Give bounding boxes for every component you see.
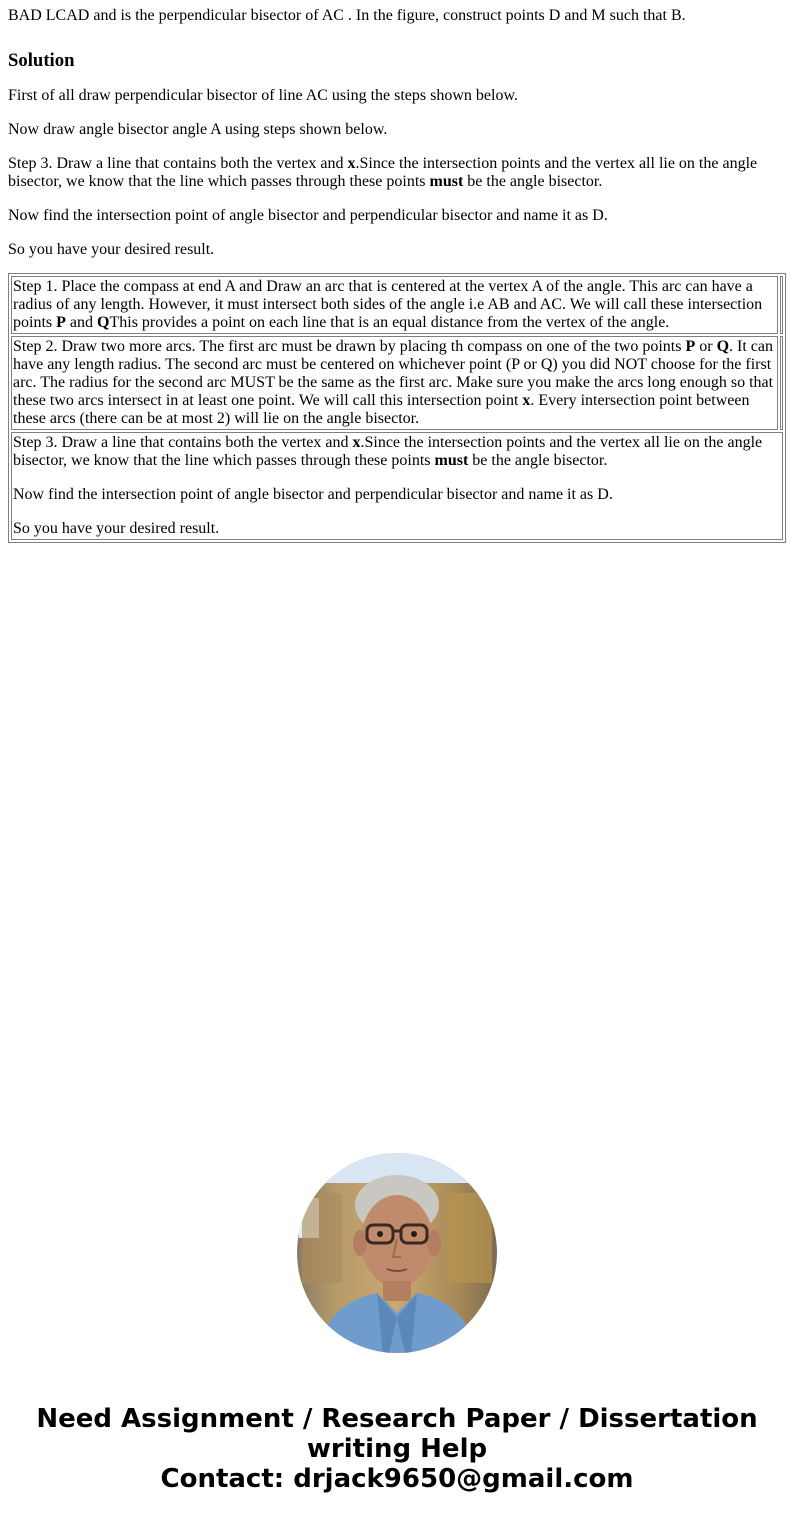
- step1-cell: [11, 276, 778, 334]
- tutor-avatar: [297, 1153, 497, 1353]
- table-row: [11, 276, 783, 334]
- step1-bold-p: P: [56, 314, 66, 331]
- step1-text-before: Step 1. Place the compass at end A and Draw an arc that is centered at the vertex A of the angle. This arc can have a radius of any length. However, it must intersect both sides of the angle i.e AB and AC. We will call these intersection points: [13, 278, 763, 331]
- step2-text-before: Step 2. Draw two more arcs. The first arc must be drawn by placing th compass on one of the two points: [13, 338, 686, 355]
- step1-bold-q: Q: [97, 314, 110, 331]
- tutor-portrait-icon: [297, 1153, 497, 1353]
- promo-line-1: Need Assignment / Research Paper / Dissertation: [36, 1404, 758, 1434]
- step3-cell-bold-x: x: [352, 434, 361, 451]
- table-spacer-cell: [780, 276, 783, 334]
- solution-content: [8, 0, 786, 259]
- step2-bold-q: Q: [716, 338, 730, 355]
- step2-cell: [11, 336, 778, 430]
- table-row: [11, 336, 783, 430]
- steps-table: [8, 273, 786, 543]
- step2-text-after: . Every intersection point between these arcs (there can be at most 2) will lie on the angle bisector.: [13, 392, 750, 427]
- promo-line-2: writing Help: [306, 1434, 488, 1464]
- step3-bold-x: x: [347, 155, 356, 172]
- intro-paragraph-1: First of all draw perpendicular bisector of line AC using the steps shown below.: [8, 87, 518, 104]
- step2-text-or: or: [695, 338, 717, 355]
- step2-text-middle: . It can have any length radius. The second arc must be centered on whichever point (P or Q) you did NOT choose for the first arc. The radius for the second arc MUST be the same as the first arc. Make sure you make the arcs long enough so that these two arcs intersect in at least one point. We will call this intersection point: [13, 338, 774, 409]
- intro-paragraph-2: Now draw angle bisector angle A using steps shown below.: [8, 121, 388, 138]
- find-d-paragraph: Now find the intersection point of angle bisector and perpendicular bisector and name it as D.: [8, 207, 608, 224]
- step3-text-after: be the angle bisector.: [463, 173, 603, 190]
- result-paragraph: So you have your desired result.: [8, 241, 215, 258]
- find-d-cell-paragraph: Now find the intersection point of angle bisector and perpendicular bisector and name it as D.: [13, 486, 613, 503]
- step2-bold-p: P: [685, 338, 696, 355]
- step1-text-and: and: [65, 314, 98, 331]
- solution-heading: Solution: [8, 50, 75, 71]
- step3-cell-text-before: Step 3. Draw a line that contains both the vertex and: [13, 434, 353, 451]
- step3-cell-text-middle: .Since the intersection points and the vertex all lie on the angle bisector, we know that the line which passes through these points: [13, 434, 763, 469]
- step1-text-after: This provides a point on each line that is an equal distance from the vertex of the angle.: [109, 314, 670, 331]
- question-text: BAD LCAD and is the perpendicular bisector of AC . In the figure, construct points D and M such that B.: [8, 7, 686, 24]
- table-spacer-cell: [780, 336, 783, 430]
- step2-bold-x: x: [522, 392, 531, 409]
- result-cell-paragraph: So you have your desired result.: [13, 520, 220, 537]
- step3-bold-must: must: [429, 173, 464, 190]
- step3-text-before: Step 3. Draw a line that contains both the vertex and: [8, 155, 348, 172]
- step3-cell-text-after: be the angle bisector.: [468, 452, 608, 469]
- step3-cell-bold-must: must: [434, 452, 469, 469]
- promo-contact: Contact: drjack9650@gmail.com: [160, 1464, 634, 1494]
- table-row: [11, 432, 783, 540]
- step3-paragraph: [8, 155, 786, 191]
- promo-banner: [0, 1404, 794, 1494]
- step3-cell: [11, 432, 783, 540]
- step3-cell-paragraph: [13, 434, 781, 470]
- step3-text-middle: .Since the intersection points and the vertex all lie on the angle bisector, we know that the line which passes through these points: [8, 155, 758, 190]
